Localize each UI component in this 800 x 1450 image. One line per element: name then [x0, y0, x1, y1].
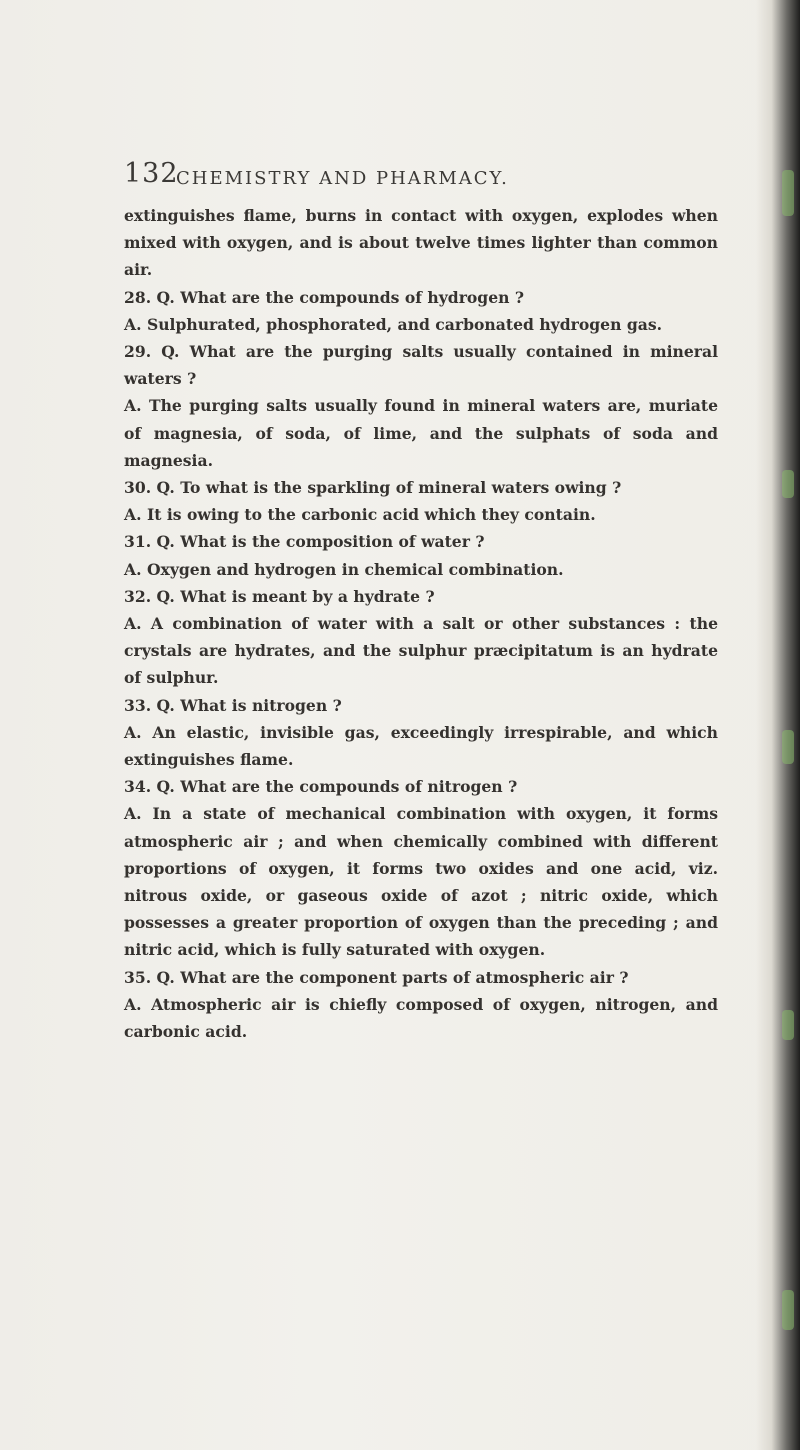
answer: A. A combination of water with a salt or other substances : the crystals are hydrates, and the sulphur præcipitatum is an hydrate of sulphur.	[124, 614, 718, 688]
answer: A. Oxygen and hydrogen in chemical combination.	[124, 559, 564, 579]
page-number: 132	[124, 158, 179, 189]
page-header	[124, 158, 724, 198]
question: 32. Q. What is meant by a hydrate ?	[124, 586, 435, 606]
question: 33. Q. What is nitrogen ?	[124, 695, 342, 715]
binding-stain	[782, 170, 794, 216]
binding-stain	[782, 1290, 794, 1330]
paragraph: extinguishes flame, burns in contact with oxygen, explodes when mixed with oxygen, and is about twelve times lighter than common air.	[124, 206, 718, 280]
answer: A. Sulphurated, phosphorated, and carbonated hydrogen gas.	[124, 314, 663, 334]
running-head: CHEMISTRY AND PHARMACY.	[176, 168, 509, 189]
answer: A. In a state of mechanical combination with oxygen, it forms atmospheric air ; and when chemically combined with different proportions of oxygen, it forms two oxides and one acid, viz. nitrous oxide, or gaseous oxide of azot ; nitric oxide, which possesses a greater proportion of oxygen than the preceding ; and nitric acid, which is fully saturated with oxygen.	[124, 804, 718, 960]
question: 30. Q. To what is the sparkling of mineral waters owing ?	[124, 478, 622, 498]
book-binding-edge	[756, 0, 800, 1450]
answer: A. An elastic, invisible gas, exceedingly irrespirable, and which extinguishes flame.	[124, 722, 718, 770]
page-body	[124, 202, 718, 1045]
question: 31. Q. What is the composition of water ?	[124, 532, 485, 552]
answer: A. Atmospheric air is chiefly composed of oxygen, nitrogen, and carbonic acid.	[124, 994, 718, 1042]
question: 29. Q. What are the purging salts usually contained in mineral waters ?	[124, 342, 718, 389]
answer: A. It is owing to the carbonic acid which they contain.	[124, 505, 596, 525]
question: 34. Q. What are the compounds of nitrogen ?	[124, 777, 518, 797]
binding-stain	[782, 470, 794, 498]
question: 35. Q. What are the component parts of atmospheric air ?	[124, 967, 629, 987]
binding-stain	[782, 1010, 794, 1040]
question: 28. Q. What are the compounds of hydrogen ?	[124, 287, 525, 307]
binding-stain	[782, 730, 794, 764]
answer: A. The purging salts usually found in mineral waters are, muriate of magnesia, of soda, of lime, and the sulphats of soda and magnesia.	[124, 396, 718, 470]
